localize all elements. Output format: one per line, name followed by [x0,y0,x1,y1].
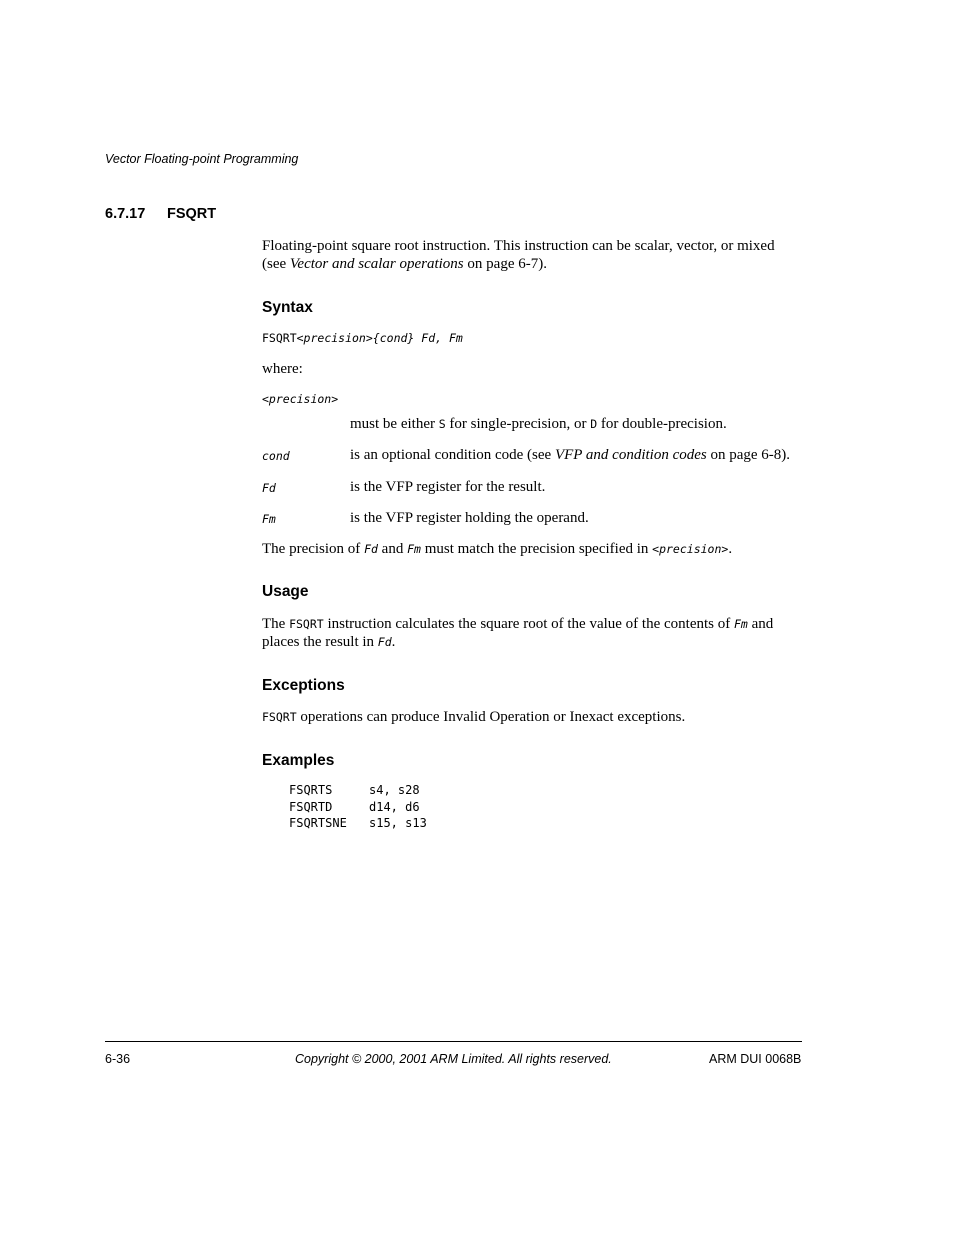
running-head: Vector Floating-point Programming [105,152,299,166]
footer-doc-id: ARM DUI 0068B [709,1052,802,1066]
examples-heading: Examples [262,752,335,769]
where-label: where: [262,361,303,377]
footer-page-number: 6-36 [105,1052,131,1066]
exceptions-paragraph: FSQRT operations can produce Invalid Operation or Inexact exceptions. [262,709,686,725]
example-row: FSQRTD d14, d6 [289,799,420,814]
intro-paragraph [262,237,775,273]
def-desc-fd: is the VFP register for the result. [350,479,546,495]
cond-cross-reference: VFP and condition codes [554,447,707,463]
usage-paragraph: The FSQRT instruction calculates the square root of the value of the contents of Fm and places the result in Fd. [262,616,774,650]
def-term-cond: cond [262,449,290,463]
section-number: 6.7.17 [105,206,146,222]
def-desc-precision: must be either S for single-precision, or D for double-precision. [350,416,727,432]
precision-note: The precision of Fd and Fm must match the precision specified in <precision>. [262,541,733,557]
def-desc-fm: is the VFP register holding the operand. [350,510,589,526]
intro-line-2: (see Vector and scalar operations on page 6-7). [262,256,547,272]
def-term-fd: Fd [262,481,276,495]
section-heading [105,206,216,222]
def-desc-cond: is an optional condition code (see VFP and condition codes on page 6-8). [350,447,791,463]
intro-line-1: Floating-point square root instruction. This instruction can be scalar, vector, or mixed [262,238,775,254]
intro-cross-reference: Vector and scalar operations [289,256,464,272]
def-term-precision: <precision> [262,392,339,406]
usage-heading: Usage [262,583,309,600]
footer-copyright: Copyright © 2000, 2001 ARM Limited. All rights reserved. [295,1052,612,1066]
footer-rule [105,1041,802,1042]
section-title: FSQRT [167,206,217,222]
example-row: FSQRTS s4, s28 [289,783,420,797]
examples-code-block [289,782,427,832]
syntax-heading: Syntax [262,299,313,316]
exceptions-heading: Exceptions [262,677,345,694]
def-term-fm: Fm [262,512,276,526]
example-row: FSQRTSNE s15, s13 [289,816,427,830]
syntax-code: FSQRT<precision>{cond} Fd, Fm [262,331,463,345]
